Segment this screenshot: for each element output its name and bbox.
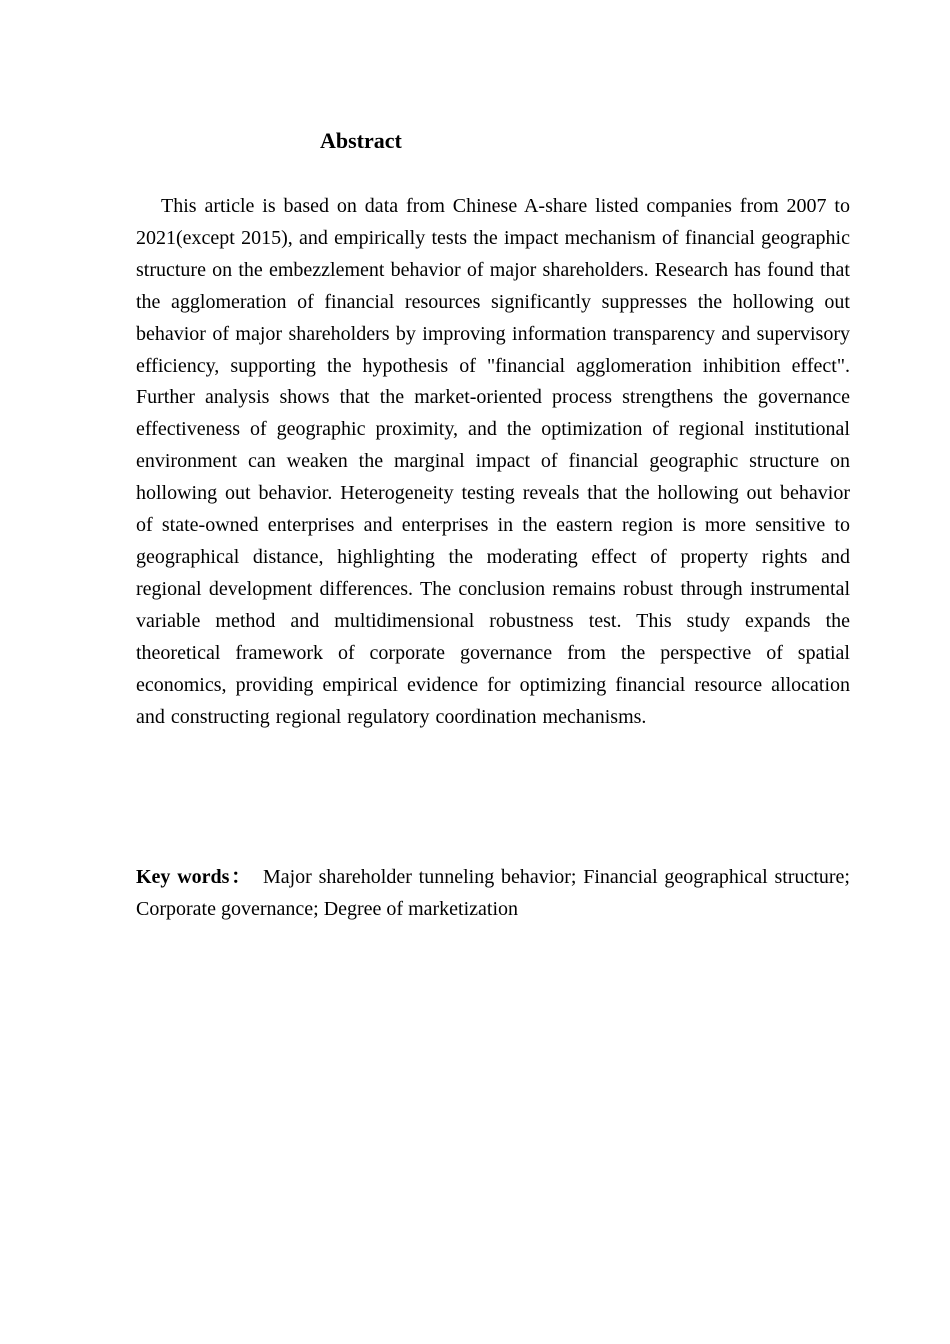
keywords-separator: ：: [229, 866, 253, 888]
keywords-text: Major shareholder tunneling behavior; Financial geographical structure; Corporate governance; Degree of marketization: [136, 866, 850, 920]
abstract-title: Abstract: [320, 128, 402, 153]
abstract-body: This article is based on data from Chinese A-share listed companies from 2007 to 2021(except 2015), and empirically tests the impact mechanism of financial geographic structure on the embezzlement behavior of major shareholders. Research has found that the agglomeration of financial resources significantly suppresses the hollowing out behavior of major shareholders by improving information transparency and supervisory efficiency, supporting the hypothesis of "financial agglomeration inhibition effect". Further analysis shows that the market-oriented process strengthens the governance effectiveness of geographic proximity, and the optimization of regional institutional environment can weaken the marginal impact of financial geographic structure on hollowing out behavior. Heterogeneity testing reveals that the hollowing out behavior of state-owned enterprises and enterprises in the eastern region is more sensitive to geographical distance, highlighting the moderating effect of property rights and regional development differences. The conclusion remains robust through instrumental variable method and multidimensional robustness test. This study expands the theoretical framework of corporate governance from the perspective of spatial economics, providing empirical evidence for optimizing financial resource allocation and constructing regional regulatory coordination mechanisms.: [136, 195, 850, 728]
keywords-label: Key words: [136, 866, 230, 888]
keywords-paragraph: [136, 862, 850, 926]
